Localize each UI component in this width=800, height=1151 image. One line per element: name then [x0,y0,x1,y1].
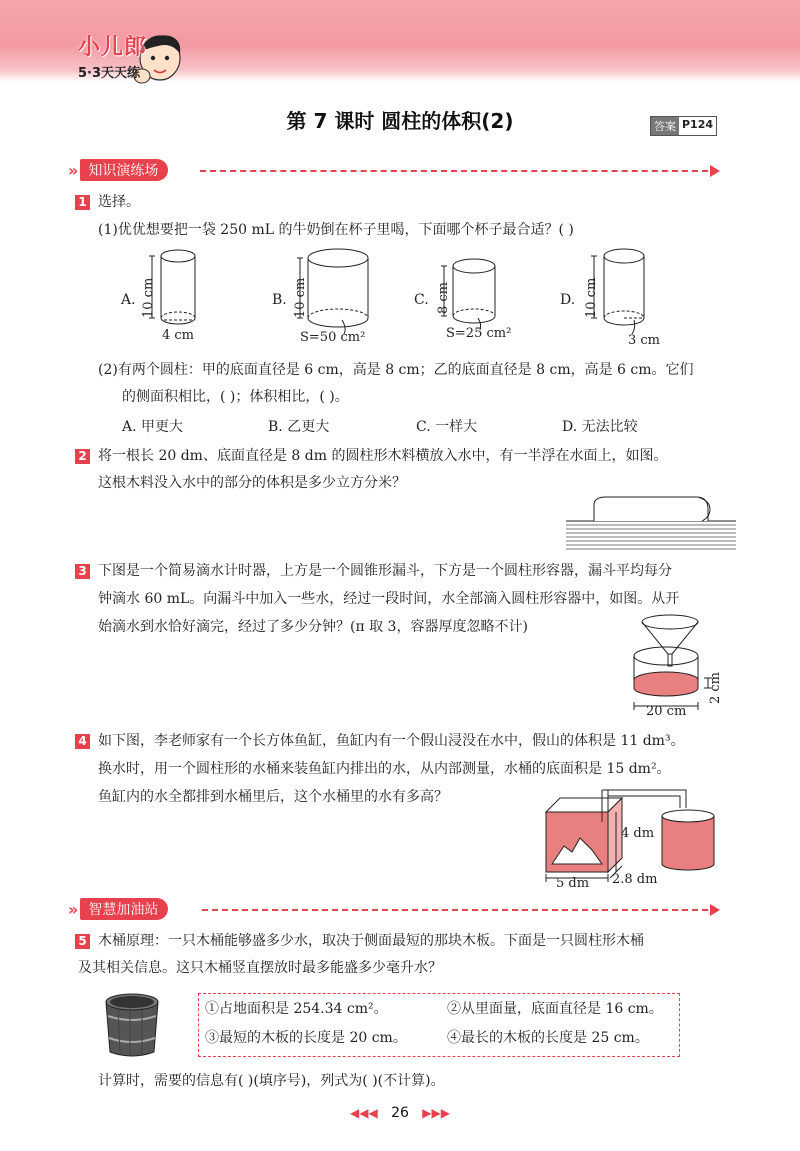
arrow-head-icon [710,165,720,177]
logo-title: 小儿郎 [78,35,148,60]
answer-reference [650,116,717,136]
answer-page: P124 [682,118,714,131]
section-header-practice [68,159,168,181]
question-text: 鱼缸内的水全都排到水桶里后，这个水桶里的水有多高？ [98,789,448,805]
height-label: 10 cm [141,277,156,318]
info-item: ④最长的木板的长度是 25 cm。 [447,1030,649,1046]
option-letter: D. [560,292,576,308]
page-footer [0,1105,800,1121]
height-label: 10 cm [584,277,599,318]
double-arrow-icon: » [68,899,79,919]
page-number: 26 [391,1105,409,1121]
question-number: 1 [75,195,90,210]
info-item: ①占地面积是 254.34 cm²。 [205,1001,388,1017]
bottom-label: 3 cm [628,333,661,348]
section-title: 知识演练场 [80,159,168,181]
question-text: 下图是一个简易滴水计时器，上方是一个圆锥形漏斗，下方是一个圆柱形容器，漏斗平均每分 [98,563,672,579]
divider [200,170,708,172]
question-text: 始滴水到水恰好滴完，经过了多少分钟？(π 取 3，容器厚度忽略不计) [98,619,528,635]
width-label: 2.8 dm [612,872,658,887]
info-item: ②从里面量，底面直径是 16 cm。 [447,1001,663,1017]
option-letter: B. [272,292,287,308]
bottom-label: S=50 cm² [300,330,366,345]
question-number: 2 [75,449,90,464]
section-title: 智慧加油站 [80,898,168,920]
answer-line: 计算时，需要的信息有( )(填序号)，列式为( )(不计算)。 [98,1073,445,1089]
right-arrows-icon: ▶▶▶ [422,1106,450,1120]
answer-label: 答案 [651,117,679,135]
height-label: 8 cm [436,281,451,314]
bottom-label: 4 cm [162,328,195,343]
question-text: 木桶原理：一只木桶能够盛多少水，取决于侧面最短的那块木板。下面是一只圆柱形木桶 [98,933,644,949]
option-letter: C. [414,292,429,308]
bottom-label: S=25 cm² [446,326,512,341]
divider [202,909,708,911]
arrow-head-icon [710,904,720,916]
length-label: 5 dm [556,876,590,891]
height-label: 4 dm [621,826,655,841]
question-text: (1)优优想要把一袋 250 mL 的牛奶倒在杯子里喝，下面哪个杯子最合适？( ) [98,222,574,238]
lesson-title: 第 7 课时 圆柱的体积(2) [286,109,514,133]
wooden-bucket-image [100,990,162,1060]
question-number: 3 [75,564,90,579]
question-text: 钟滴水 60 mL。向漏斗中加入一些水，经过一段时间，水全部滴入圆柱形容器中，如图。从开 [98,591,680,607]
question-number: 5 [75,934,90,949]
choice-a: A. 甲更大 [122,419,184,435]
height-label: 2 cm [708,671,723,704]
width-label: 20 cm [646,704,687,719]
question-number: 4 [75,734,90,749]
question-text: 的侧面积相比，( )；体积相比，( )。 [122,389,349,405]
question-text: 选择。 [98,194,140,210]
question-text: 如下图，李老师家有一个长方体鱼缸，鱼缸内有一个假山浸没在水中，假山的体积是 11 dm³。 [98,733,685,749]
floating-log-figure [566,495,736,553]
info-item: ③最短的木板的长度是 20 cm。 [205,1030,407,1046]
choice-d: D. 无法比较 [562,419,638,435]
choice-c: C. 一样大 [416,419,478,435]
question-text: (2)有两个圆柱：甲的底面直径是 6 cm，高是 8 cm；乙的底面直径是 8 cm，高是 6 cm。它们 [98,362,694,378]
logo-subtitle: 5·3天天练 [78,66,141,81]
question-text: 及其相关信息。这只木桶竖直摆放时最多能盛多少毫升水？ [78,960,442,976]
question-text: 这根木料没入水中的部分的体积是多少立方分米？ [98,475,406,491]
left-arrows-icon: ◀◀◀ [350,1106,378,1120]
question-text: 将一根长 20 dm、底面直径是 8 dm 的圆柱形木料横放入水中，有一半浮在水面上，如图。 [98,448,668,464]
double-arrow-icon: » [68,160,79,180]
question-text: 换水时，用一个圆柱形的水桶来装鱼缸内排出的水，从内部测量，水桶的底面积是 15 dm²。 [98,761,671,777]
option-letter: A. [121,292,136,308]
choice-b: B. 乙更大 [268,419,330,435]
section-header-wisdom [68,898,168,920]
height-label: 10 cm [293,277,308,318]
